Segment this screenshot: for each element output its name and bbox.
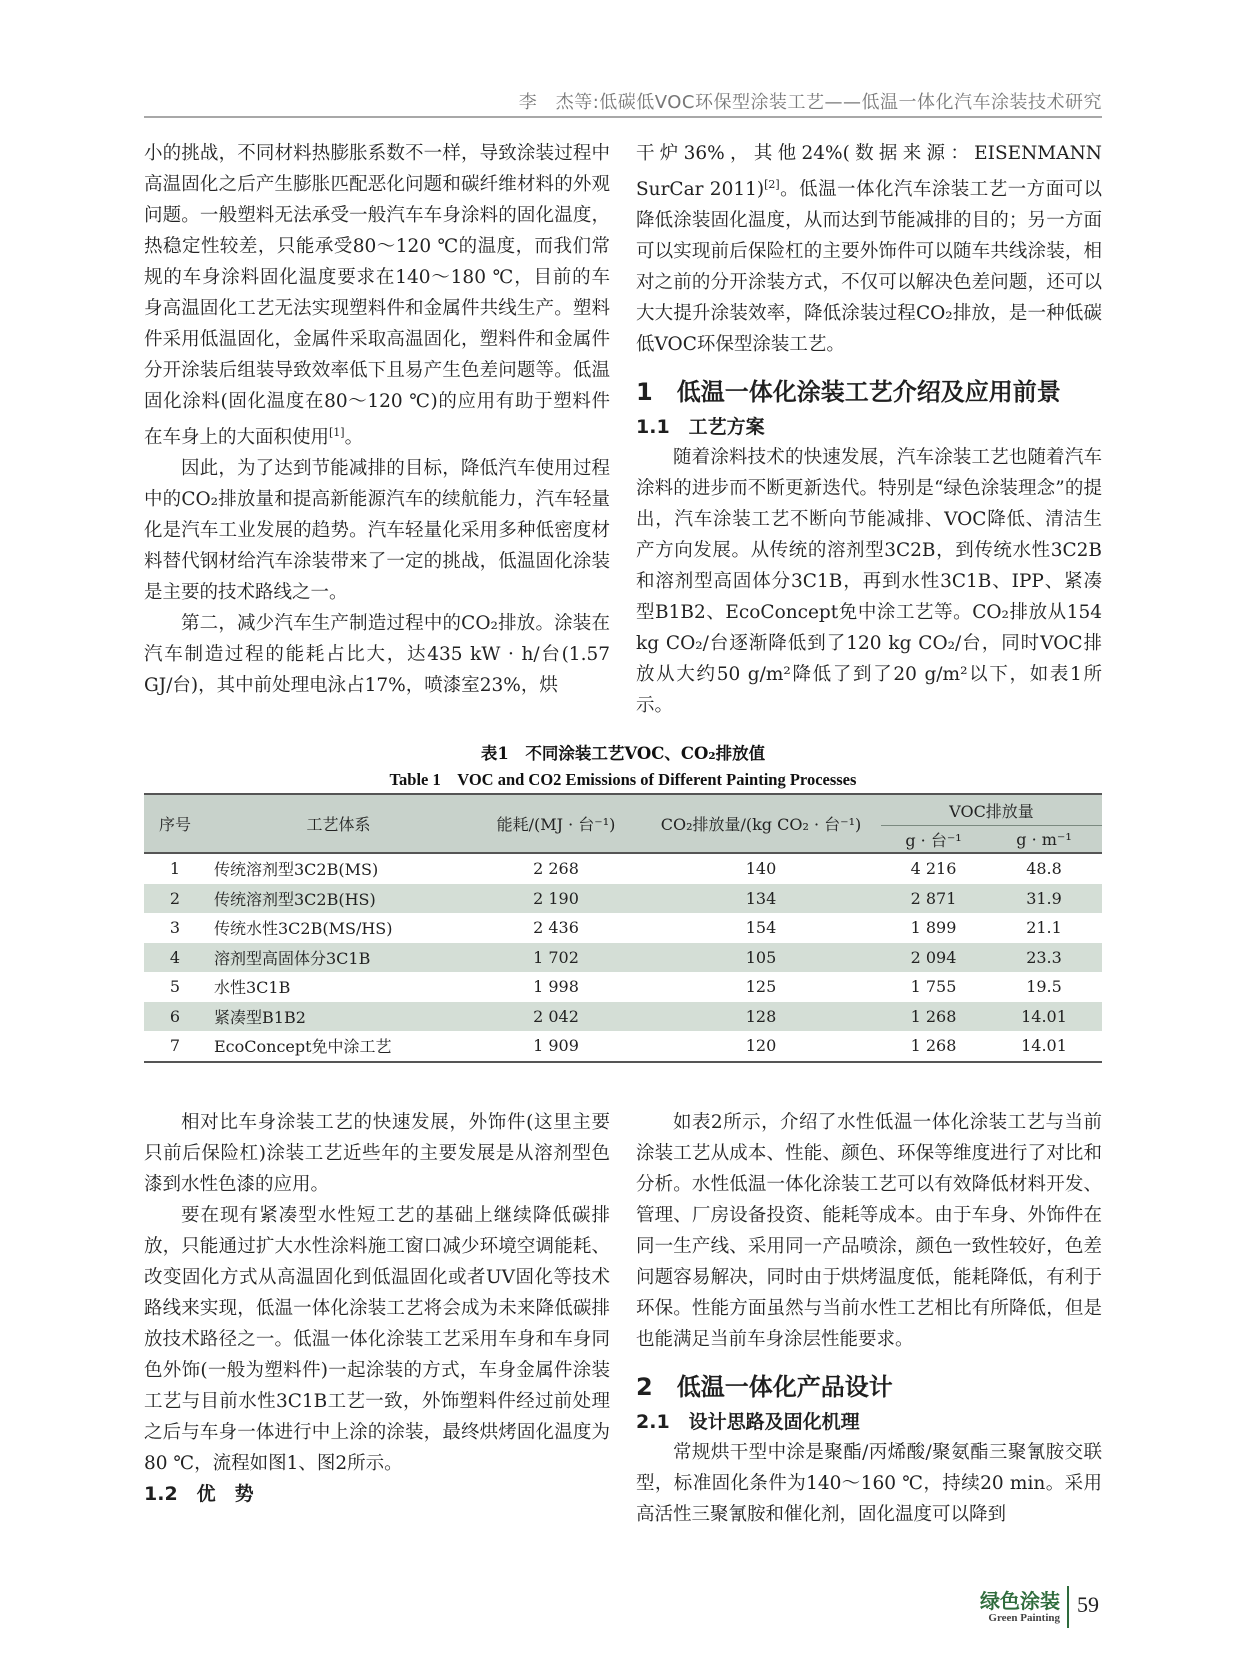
table-row [144, 884, 1102, 914]
paragraph: 相对比车身涂装工艺的快速发展，外饰件(这里主要只前后保险杠)涂装工艺近些年的主要发展是从溶剂型色漆到水性色漆的应用。 [144, 1112, 610, 1195]
table-cell: 传统溶剂型3C2B(MS) [214, 860, 379, 880]
paragraph: 常规烘干型中涂是聚酯/丙烯酸/聚氨酯三聚氰胺交联型，标准固化条件为140～160 ℃，持续20 min。采用高活性三聚氰胺和催化剂，固化温度可以降到 [636, 1442, 1102, 1525]
left-column-bottom [144, 1107, 610, 1509]
section-heading-1: 1 低温一体化涂装工艺介绍及应用前景 [636, 378, 1061, 407]
header-energy: 能耗/(MJ · 台⁻¹) [471, 794, 641, 853]
table-cell: 2 436 [533, 918, 579, 938]
table-row [144, 853, 1102, 884]
table-caption-en: Table 1 VOC and CO2 Emissions of Different Painting Processes [389, 770, 857, 789]
paragraph: 如表2所示，介绍了水性低温一体化涂装工艺与当前涂装工艺从成本、性能、颜色、环保等维度进行了对比和分析。水性低温一体化涂装工艺可以有效降低材料开发、管理、厂房设备投资、能耗等成本。由于车身、外饰件在同一生产线、采用同一产品喷涂，颜色一致性较好，色差问题容易解决，同时由于烘烤温度低，能耗降低，有利于环保。性能方面虽然与当前水性工艺相比有所降低，但是也能满足当前车身涂层性能要求。 [636, 1112, 1102, 1350]
header-voc-gm: g · m⁻¹ [986, 826, 1102, 854]
left-column-top [144, 138, 610, 701]
table-row [144, 1031, 1102, 1062]
section-heading-2: 2 低温一体化产品设计 [636, 1373, 893, 1401]
paragraph: 要在现有紧凑型水性短工艺的基础上继续降低碳排放，只能通过扩大水性涂料施工窗口减少环境空调能耗、改变固化方式从高温固化到低温固化或者UV固化等技术路线来实现，低温一体化涂装工艺将会成为未来降低碳排放技术路径之一。低温一体化涂装工艺采用车身和车身同色外饰(一般为塑料件)一起涂装的方式，车身金属件涂装工艺与目前水性3C1B工艺一致，外饰塑料件经过前处理之后与车身一体进行中上涂的涂装，最终烘烤固化温度为80 ℃，流程如图1、图2所示。 [144, 1205, 610, 1474]
section-heading-1-1: 1.1 工艺方案 [636, 416, 765, 439]
table-row [144, 1002, 1102, 1032]
page-number: 59 [1077, 1592, 1099, 1617]
paragraph-text: 。低温一体化汽车涂装工艺一方面可以降低涂装固化温度，从而达到节能减排的目的；另一方面可以实现前后保险杠的主要外饰件可以随车共线涂装，相对之前的分开涂装方式，不仅可以解决色差问题，还可以大大提升涂装效率，降低涂装过程CO₂排放，是一种低碳低VOC环保型涂装工艺。 [636, 179, 1102, 356]
table-cell: 1 702 [471, 943, 641, 973]
paragraph-text: 干炉36%，其他24%(数据来源：EISENMANN SurCar 2011) [636, 143, 1102, 201]
table-row [144, 913, 1102, 943]
paragraph-text: 。 [344, 427, 364, 449]
paragraph: 第二，减少汽车生产制造过程中的CO₂排放。涂装在汽车制造过程的能耗占比大，达435 kW · h/台(1.57 GJ/台)，其中前处理电泳占17%，喷漆室23%，烘 [144, 613, 610, 697]
paragraph [144, 138, 610, 453]
table-cell: 传统水性3C2B(MS/HS) [214, 919, 393, 939]
table-cell: 31.9 [986, 884, 1102, 914]
table-cell: 128 [641, 1002, 881, 1032]
running-head: 李 杰等:低碳低VOC环保型涂装工艺——低温一体化汽车涂装技术研究 [518, 92, 1102, 113]
table-cell: 2 190 [471, 884, 641, 914]
table-cell: 1 998 [533, 977, 579, 997]
paragraph-text: 小的挑战，不同材料热膨胀系数不一样，导致涂装过程中高温固化之后产生膨胀匹配恶化问题和碳纤维材料的外观问题。一般塑料无法承受一般汽车车身涂料的固化温度，热稳定性较差，只能承受80～120 ℃的温度，而我们常规的车身涂料固化温度要求在140～180 ℃，目前的车身高温固化工艺无法实现塑料件和金属件共线生产。塑料件采用低温固化，金属件采取高温固化，塑料件和金属件分开涂装后组装导致效率低下且易产生色差问题等。低温固化涂料(固化温度在80～120 ℃)的应用有助于塑料件在车身上的大面积使用 [144, 143, 610, 449]
table-cell: 21.1 [1026, 918, 1062, 938]
header-voc-g: g · 台⁻¹ [881, 826, 986, 854]
table-cell: 1 268 [881, 1002, 986, 1032]
table-cell: 4 [144, 943, 206, 973]
table-row [144, 972, 1102, 1002]
table-cell: 14.01 [986, 1031, 1102, 1062]
paragraph: 随着涂料技术的快速发展，汽车涂装工艺也随着汽车涂料的进步而不断更新迭代。特别是“绿色涂装理念”的提出，汽车涂装工艺不断向节能减排、VOC降低、清洁生产方向发展。从传统的溶剂型3C2B，到传统水性3C2B和溶剂型高固体分3C1B，再到水性3C1B、IPP、紧凑型B1B2、EcoConcept免中涂工艺等。CO₂排放从154 kg CO₂/台逐渐降低到了120 kg CO₂/台，同时VOC排放从大约50 g/m²降低了到了20 g/m²以下，如表1所示。 [636, 447, 1102, 717]
table-cell: 紧凑型B1B2 [206, 1002, 471, 1032]
footer-divider [1067, 1586, 1069, 1628]
right-column-bottom [636, 1107, 1102, 1530]
table-cell: 水性3C1B [214, 978, 291, 998]
table-cell: 2 094 [881, 943, 986, 973]
table-cell: 7 [144, 1031, 206, 1062]
table-cell: 1 [169, 859, 181, 879]
table-cell: 1 909 [471, 1031, 641, 1062]
journal-name-en: Green Painting [988, 1612, 1060, 1624]
paragraph: 因此，为了达到节能减排的目标，降低汽车使用过程中的CO₂排放量和提高新能源汽车的续航能力，汽车轻量化是汽车工业发展的趋势。汽车轻量化采用多种低密度材料替代钢材给汽车涂装带来了一定的挑战，低温固化涂装是主要的技术路线之一。 [144, 458, 610, 604]
header-rule [144, 116, 1102, 118]
table-cell: 2 268 [533, 859, 579, 879]
table-cell: 3 [169, 918, 181, 938]
table-cell: 140 [745, 859, 777, 879]
table-cell: 105 [641, 943, 881, 973]
right-column-top [636, 138, 1102, 721]
table-cell: 2 042 [471, 1002, 641, 1032]
table-cell: 23.3 [986, 943, 1102, 973]
table-cell: 1 755 [910, 977, 957, 997]
header-system: 工艺体系 [206, 794, 471, 853]
section-heading-1-2: 1.2 优 势 [144, 1483, 254, 1505]
emissions-table [144, 793, 1102, 1063]
table-cell: 154 [745, 918, 777, 938]
table-cell: 125 [745, 977, 777, 997]
table-cell: 14.01 [986, 1002, 1102, 1032]
table-cell: EcoConcept免中涂工艺 [206, 1031, 471, 1062]
table-cell: 传统溶剂型3C2B(HS) [206, 884, 471, 914]
header-no: 序号 [144, 794, 206, 853]
table-cell: 48.8 [1026, 859, 1062, 879]
table-cell: 134 [641, 884, 881, 914]
table-cell: 4 216 [910, 859, 957, 879]
table-row [144, 943, 1102, 973]
journal-name: 绿色涂装 [980, 1589, 1060, 1613]
table-cell: 5 [169, 977, 181, 997]
header-co2: CO₂排放量/(kg CO₂ · 台⁻¹) [641, 794, 881, 853]
table-cell: 1 899 [910, 918, 957, 938]
table-cell: 2 871 [881, 884, 986, 914]
table-cell: 19.5 [1026, 977, 1062, 997]
table-caption-zh: 表1 不同涂装工艺VOC、CO₂排放值 [480, 744, 766, 763]
table-cell: 溶剂型高固体分3C1B [206, 943, 471, 973]
table-cell: 6 [144, 1002, 206, 1032]
table-cell: 120 [641, 1031, 881, 1062]
citation: [1] [329, 426, 345, 439]
citation: [2] [764, 178, 780, 191]
table-cell: 2 [144, 884, 206, 914]
section-heading-2-1: 2.1 设计思路及固化机理 [636, 1411, 860, 1433]
header-voc: VOC排放量 [881, 794, 1102, 826]
paragraph [636, 138, 1102, 360]
table-cell: 1 268 [881, 1031, 986, 1062]
